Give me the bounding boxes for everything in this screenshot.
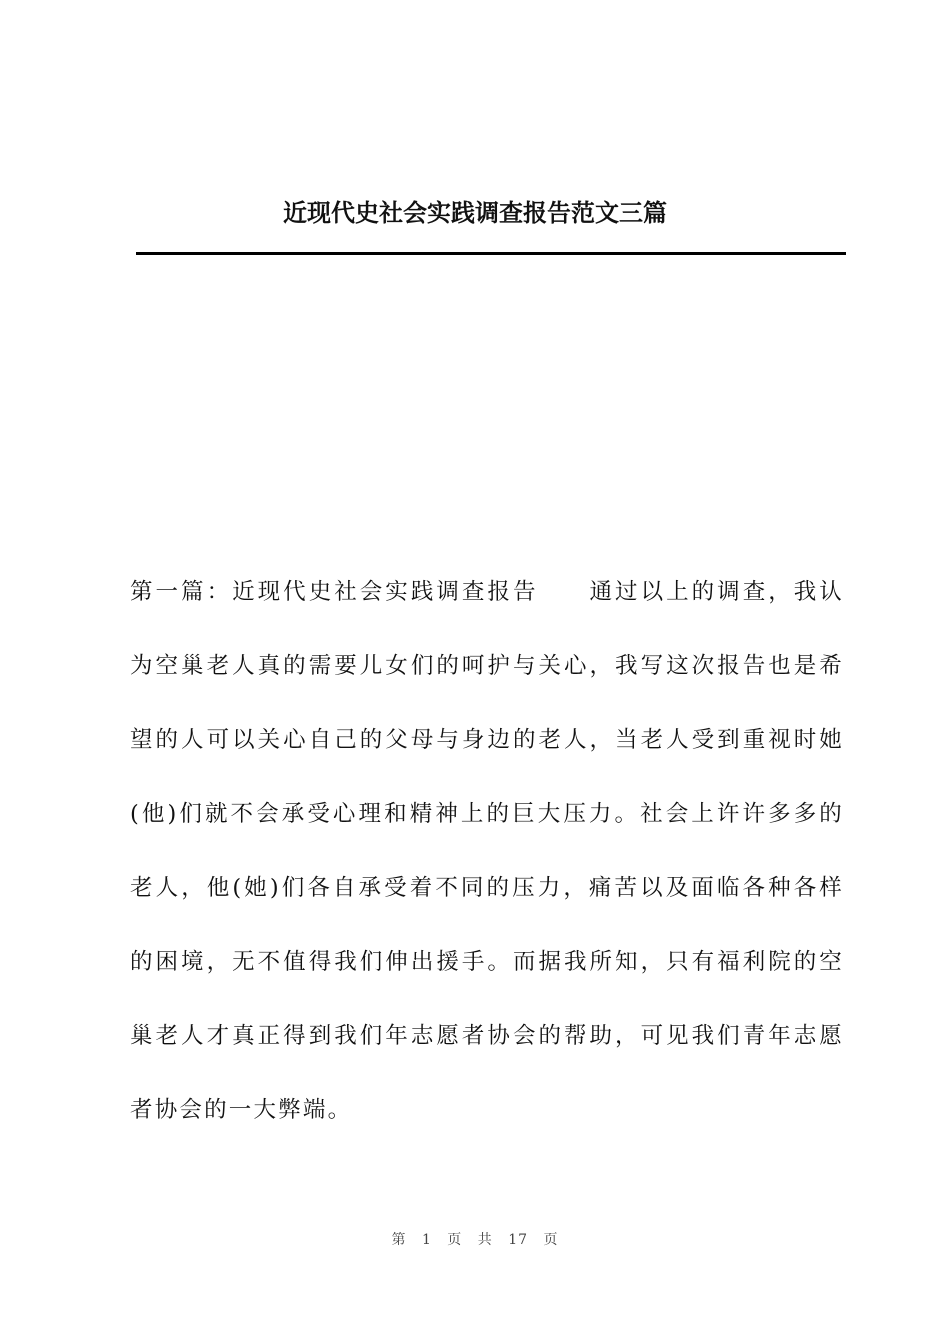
body-line: (他)们就不会承受心理和精神上的巨大压力。社会上许许多多的 — [130, 801, 844, 827]
body-line: 者协会的一大弊端。 — [130, 1097, 353, 1123]
body-line: 望的人可以关心自己的父母与身边的老人，当老人受到重视时她 — [130, 727, 844, 753]
body-line: 的困境，无不值得我们伸出援手。而据我所知，只有福利院的空 — [130, 949, 844, 975]
body-line: 为空巢老人真的需要儿女们的呵护与关心，我写这次报告也是希 — [130, 653, 844, 679]
body-line: 老人，他(她)们各自承受着不同的压力，痛苦以及面临各种各样 — [130, 875, 844, 901]
body-line: 第一篇：近现代史社会实践调查报告 通过以上的调查，我认 — [130, 579, 844, 605]
document-title: 近现代史社会实践调查报告范文三篇 — [283, 198, 667, 227]
title-underline — [136, 252, 846, 255]
body-line: 巢老人才真正得到我们年志愿者协会的帮助，可见我们青年志愿 — [130, 1023, 844, 1049]
page-footer: 第 1 页 共 17 页 — [391, 1232, 559, 1248]
body-paragraph — [130, 572, 844, 1164]
